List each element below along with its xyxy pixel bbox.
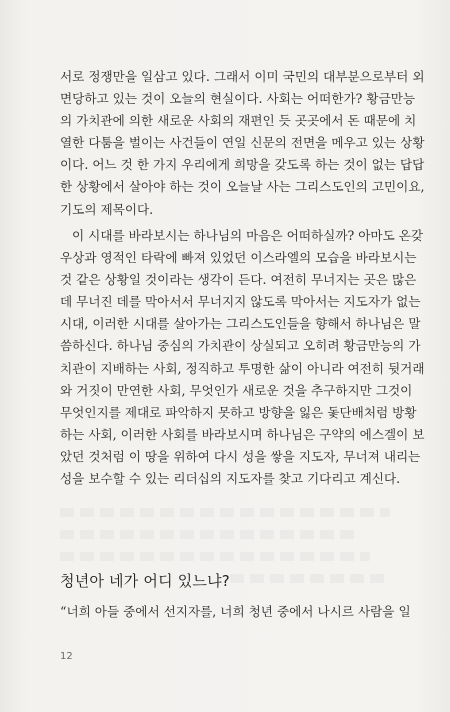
text-line: 와 거짓이 만연한 사회, 무엇인가 새로운 것을 추구하지만 그것이 <box>60 382 413 398</box>
text-line: 서로 정쟁만을 일삼고 있다. 그래서 이미 국민의 대부분으로부터 외 <box>60 69 425 84</box>
show-through-text <box>60 552 370 561</box>
text-line: 이다. 어느 것 한 가지 우리에게 희망을 갖도록 하는 것이 없는 답답 <box>60 157 425 173</box>
text-line: 시대, 이러한 시대를 살아가는 그리스도인들을 향해서 하나님은 말 <box>60 316 421 332</box>
show-through-text <box>230 574 390 583</box>
text-line: 의 가치관에 의한 새로운 사회의 재편인 듯 곳곳에서 돈 때문에 치 <box>60 113 417 129</box>
text-line: 았던 것처럼 이 땅을 위하여 다시 성을 쌓을 지도자, 무너져 내리는 <box>60 448 421 464</box>
text-line: 씀하신다. 하나님 중심의 가치관이 상실되고 오히려 황금만능의 가 <box>60 338 421 354</box>
text-line: 데 무너진 데를 막아서서 무너지지 않도록 막아서는 지도자가 없는 <box>60 294 421 310</box>
text-line: 치관이 지배하는 사회, 정직하고 투명한 삶이 아니라 여전히 뒷거래 <box>60 360 425 376</box>
text-line: 우상과 영적인 타락에 빠져 있었던 이스라엘의 모습을 바라보시는 <box>60 250 417 266</box>
text-line: 한 상황에서 살아야 하는 것이 오늘날 사는 그리스도인의 고민이요, <box>60 179 425 195</box>
paragraph-2 <box>60 225 425 490</box>
paragraph-1 <box>60 66 425 221</box>
show-through-text <box>60 530 360 539</box>
text-line: 이 시대를 바라보시는 하나님의 마음은 어떠하실까? 아마도 온갖 <box>72 228 424 243</box>
text-line: 것 같은 상황일 것이라는 생각이 든다. 여전히 무너지는 곳은 많은 <box>60 272 417 288</box>
quote-line: “너희 아들 중에서 선지자를, 너희 청년 중에서 나시르 사람을 일 <box>60 604 411 619</box>
show-through-text <box>60 508 390 517</box>
text-line: 무엇인지를 제대로 파악하지 못하고 방향을 잃은 돛단배처럼 방황 <box>60 404 417 420</box>
section-heading: 청년아 네가 어디 있느냐? <box>60 572 230 590</box>
text-line: 성을 보수할 수 있는 리더십의 지도자를 찾고 기다리고 계신다. <box>60 471 401 487</box>
text-line: 하는 사회, 이러한 사회를 바라보시며 하나님은 구약의 에스겔이 보 <box>60 426 425 442</box>
page-number: 12 <box>60 651 73 662</box>
text-line: 면당하고 있는 것이 오늘의 현실이다. 사회는 어떠한가? 황금만능 <box>60 91 416 107</box>
text-line: 열한 다툼을 벌이는 사건들이 연일 신문의 전면을 메우고 있는 상황 <box>60 135 425 151</box>
text-line: 기도의 제목이다. <box>60 201 154 217</box>
